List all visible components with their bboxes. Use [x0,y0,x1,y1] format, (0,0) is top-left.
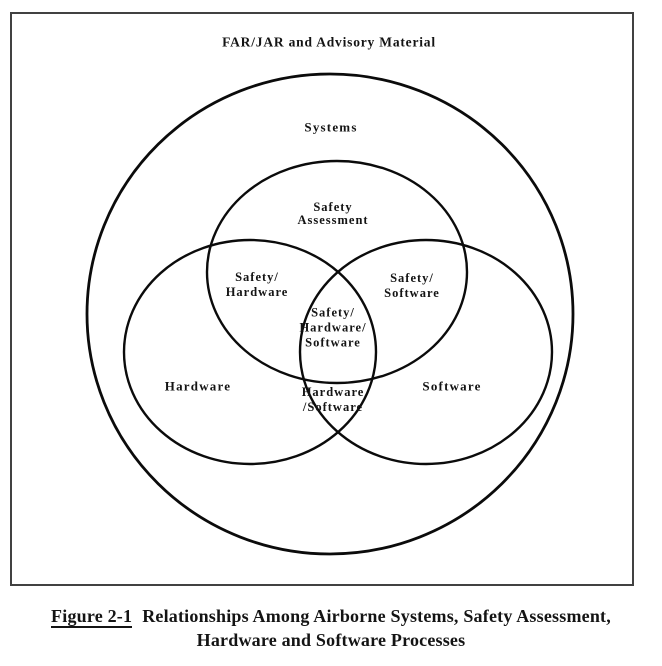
region-label-line: Safety [313,200,353,214]
region-label-safety-software [384,271,440,301]
figure-number: Figure 2-1 [51,606,133,626]
region-label-line: Hardware/ [299,320,367,335]
region-label-hardware: Hardware [164,378,232,394]
figure-header: FAR/JAR and Advisory Material [222,34,436,50]
region-label-safety-assessment [297,201,368,227]
region-label-systems: Systems [304,119,358,135]
region-label-line: Hardware [225,285,289,299]
region-label-line: Hardware [301,385,365,399]
caption-line-2: Hardware and Software Processes [196,630,466,650]
region-label-line: /Software [302,400,364,414]
figure-caption [0,604,662,652]
region-label-line: Software [305,335,361,350]
caption-line-1 [0,604,662,628]
region-label-line: Safety/ [390,271,434,285]
region-label-line: Safety/ [235,270,279,284]
region-label-safety-hardware-software [299,306,366,351]
region-label-line: Safety/ [311,305,355,320]
region-label-line: Software [384,286,440,300]
region-label-safety-hardware [226,270,289,300]
region-label-line: Assessment [297,213,369,227]
region-label-software: Software [422,378,482,394]
region-label-hardware-software [302,385,365,415]
caption-text-line-1: Relationships Among Airborne Systems, Safety Assessment, [142,606,611,626]
